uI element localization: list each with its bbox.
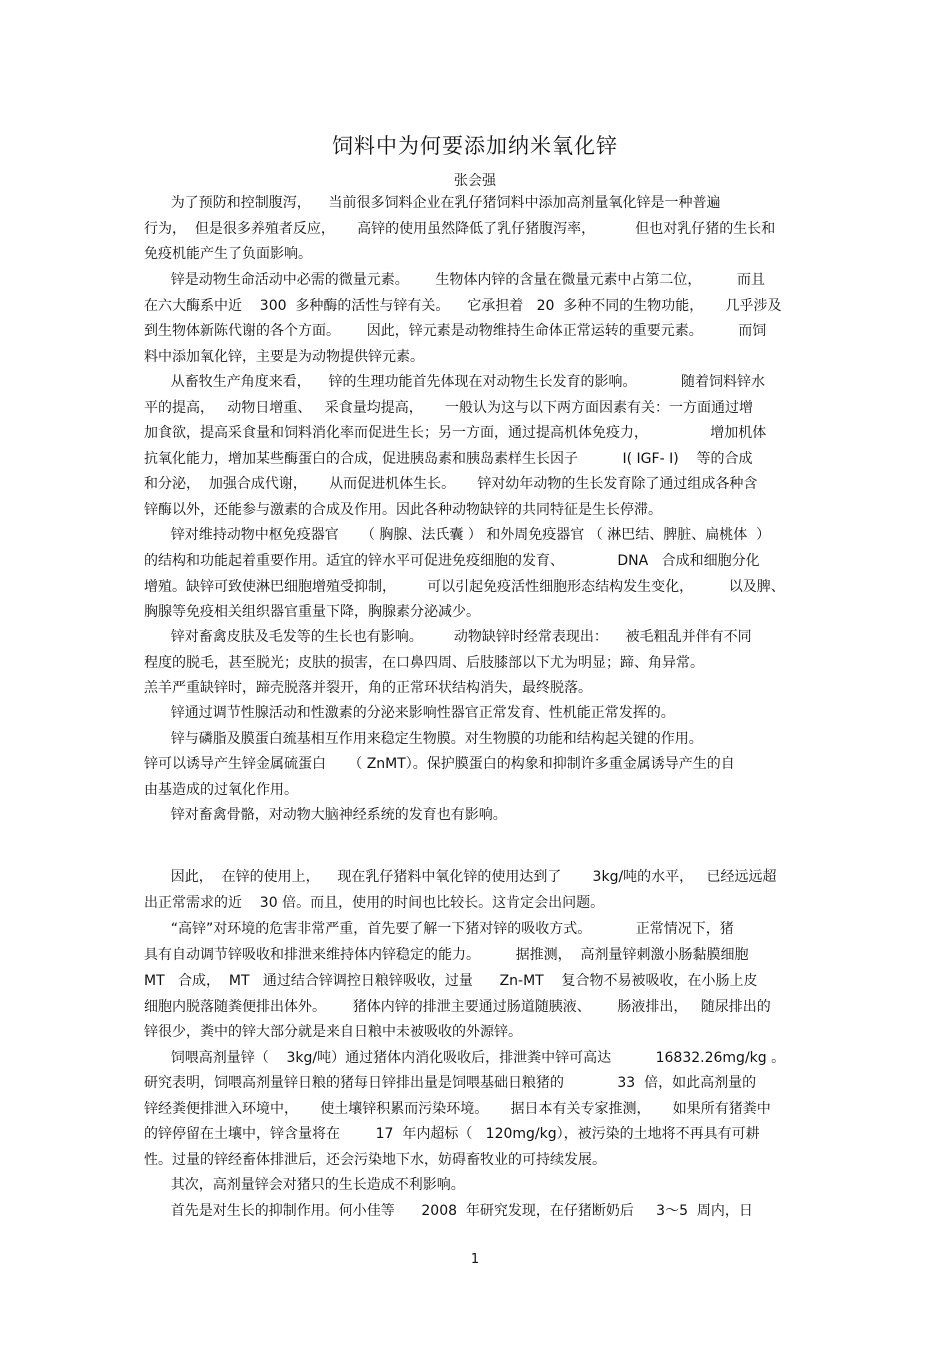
text-line: 锌与磷脂及膜蛋白巯基相互作用来稳定生物膜。对生物膜的功能和结构起关键的作用。 [144, 731, 703, 747]
text-line: 在六大酶系中近 300 多种酶的活性与锌有关。 它承担着 20 多种不同的生物功能， 几乎涉及 [144, 298, 782, 314]
text-line: 从畜牧生产角度来看， 锌的生理功能首先体现在对动物生长发育的影响。 随着饲料锌水 [144, 374, 766, 390]
text-line: 锌对畜禽骨骼，对动物大脑神经系统的发育也有影响。 [144, 807, 507, 823]
text-line: 加食欲，提高采食量和饲料消化率而促进生长；另一方面，通过提高机体免疫力， 增加机体 [144, 425, 767, 441]
text-line: 行为， 但是很多养殖者反应， 高锌的使用虽然降低了乳仔猪腹泻率， 但也对乳仔猪的生长和 [144, 221, 776, 237]
text-line: 细胞内脱落随粪便排出体外。 猪体内锌的排泄主要通过肠道随胰液、 肠液排出， 随尿排出的 [144, 999, 771, 1015]
text-line: 锌是动物生命活动中必需的微量元素。 生物体内锌的含量在微量元素中占第二位， 而且 [144, 272, 766, 288]
text-line: MT 合成， MT 通过结合锌调控日粮锌吸收，过量 Zn-MT 复合物不易被吸收，在小肠上皮 [144, 973, 758, 989]
text-line: 抗氧化能力，增加某些酶蛋白的合成，促进胰岛素和胰岛素样生长因子 I( IGF- I) 等的合成 [144, 451, 753, 467]
text-line: 性。过量的锌经畜体排泄后，还会污染地下水，妨碍畜牧业的可持续发展。 [144, 1152, 606, 1168]
text-line: 和分泌， 加强合成代谢， 从而促进机体生长。 锌对幼年动物的生长发育除了通过组成各种含 [144, 476, 758, 492]
text-line: 的锌停留在土壤中，锌含量将在 17 年内超标（ 120mg/kg），被污染的土地将不再具有可耕 [144, 1126, 760, 1142]
text-line: 锌对畜禽皮肤及毛发等的生长也有影响。 动物缺锌时经常表现出： 被毛粗乱并伴有不同 [144, 629, 752, 645]
text-line: 程度的脱毛，甚至脱光；皮肤的损害，在口鼻四周、后肢膝部以下尤为明显；蹄、角异常。 [144, 655, 704, 671]
text-line: 平的提高， 动物日增重、 采食量均提高， 一般认为这与以下两方面因素有关：一方面通过增 [144, 400, 753, 416]
text-line: 锌对维持动物中枢免疫器官 （ 胸腺、法氏囊 ） 和外周免疫器官 （ 淋巴结、脾脏、扁桃体 ） [144, 527, 771, 543]
text-line: 免疫机能产生了负面影响。 [144, 246, 312, 262]
text-line: 锌可以诱导产生锌金属硫蛋白 （ ZnMT）。保护膜蛋白的构象和抑制许多重金属诱导产生的自 [144, 756, 735, 772]
text-line: 首先是对生长的抑制作用。何小佳等 2008 年研究发现，在仔猪断奶后 3～5 周内，日 [144, 1203, 753, 1219]
page-number: 1 [470, 1252, 480, 1267]
text-line: 研究表明，饲喂高剂量锌日粮的猪每日锌排出量是饲喂基础日粮猪的 33 倍，如此高剂量的 [144, 1075, 757, 1091]
text-line: 具有自动调节锌吸收和排泄来维持体内锌稳定的能力。 据推测， 高剂量锌刺激小肠黏膜细胞 [144, 947, 749, 963]
text-line: 其次，高剂量锌会对猪只的生长造成不利影响。 [144, 1177, 465, 1193]
text-line: 料中添加氧化锌，主要是为动物提供锌元素。 [144, 349, 424, 365]
text-line: “高锌”对环境的危害非常严重，首先要了解一下猪对锌的吸收方式。 正常情况下，猪 [144, 921, 734, 937]
text-line: 锌酶以外，还能参与激素的合成及作用。因此各种动物缺锌的共同特征是生长停滞。 [144, 502, 662, 518]
text-line: 锌通过调节性腺活动和性激素的分泌来影响性器官正常发育、性机能正常发挥的。 [144, 705, 675, 721]
text-line: 锌很少，粪中的锌大部分就是来自日粮中未被吸收的外源锌。 [144, 1024, 522, 1040]
text-line: 的结构和功能起着重要作用。适宜的锌水平可促进免疫细胞的发育、 DNA 合成和细胞分化 [144, 553, 760, 569]
text-line: 羔羊严重缺锌时，蹄壳脱落并裂开，角的正常环状结构消失，最终脱落。 [144, 680, 592, 696]
text-line: 由基造成的过氧化作用。 [144, 782, 298, 798]
author-name: 张会强 [454, 173, 496, 189]
text-line: 到生物体新陈代谢的各个方面。 因此，锌元素是动物维持生命体正常运转的重要元素。 而饲 [144, 323, 767, 339]
text-line: 胸腺等免疫相关组织器官重量下降，胸腺素分泌减少。 [144, 604, 480, 620]
text-line: 锌经粪便排泄入环境中， 使土壤锌积累而污染环境。 据日本有关专家推测， 如果所有猪粪中 [144, 1101, 771, 1117]
text-line: 因此， 在锌的使用上， 现在乳仔猪料中氧化锌的使用达到了 3kg/吨的水平， 已经远远超 [144, 869, 777, 885]
text-line: 增殖。缺锌可致使淋巴细胞增殖受抑制， 可以引起免疫活性细胞形态结构发生变化， 以及脾、 [144, 579, 785, 595]
page-title: 饲料中为何要添加纳米氧化锌 [332, 134, 618, 158]
text-line: 出正常需求的近 30 倍。而且，使用的时间也比较长。这肯定会出问题。 [144, 895, 605, 911]
text-line: 为了预防和控制腹泻， 当前很多饲料企业在乳仔猪饲料中添加高剂量氧化锌是一种普遍 [144, 195, 721, 211]
text-line: 饲喂高剂量锌（ 3kg/吨）通过猪体内消化吸收后，排泄粪中锌可高达 16832.26mg/kg 。 [144, 1050, 786, 1066]
